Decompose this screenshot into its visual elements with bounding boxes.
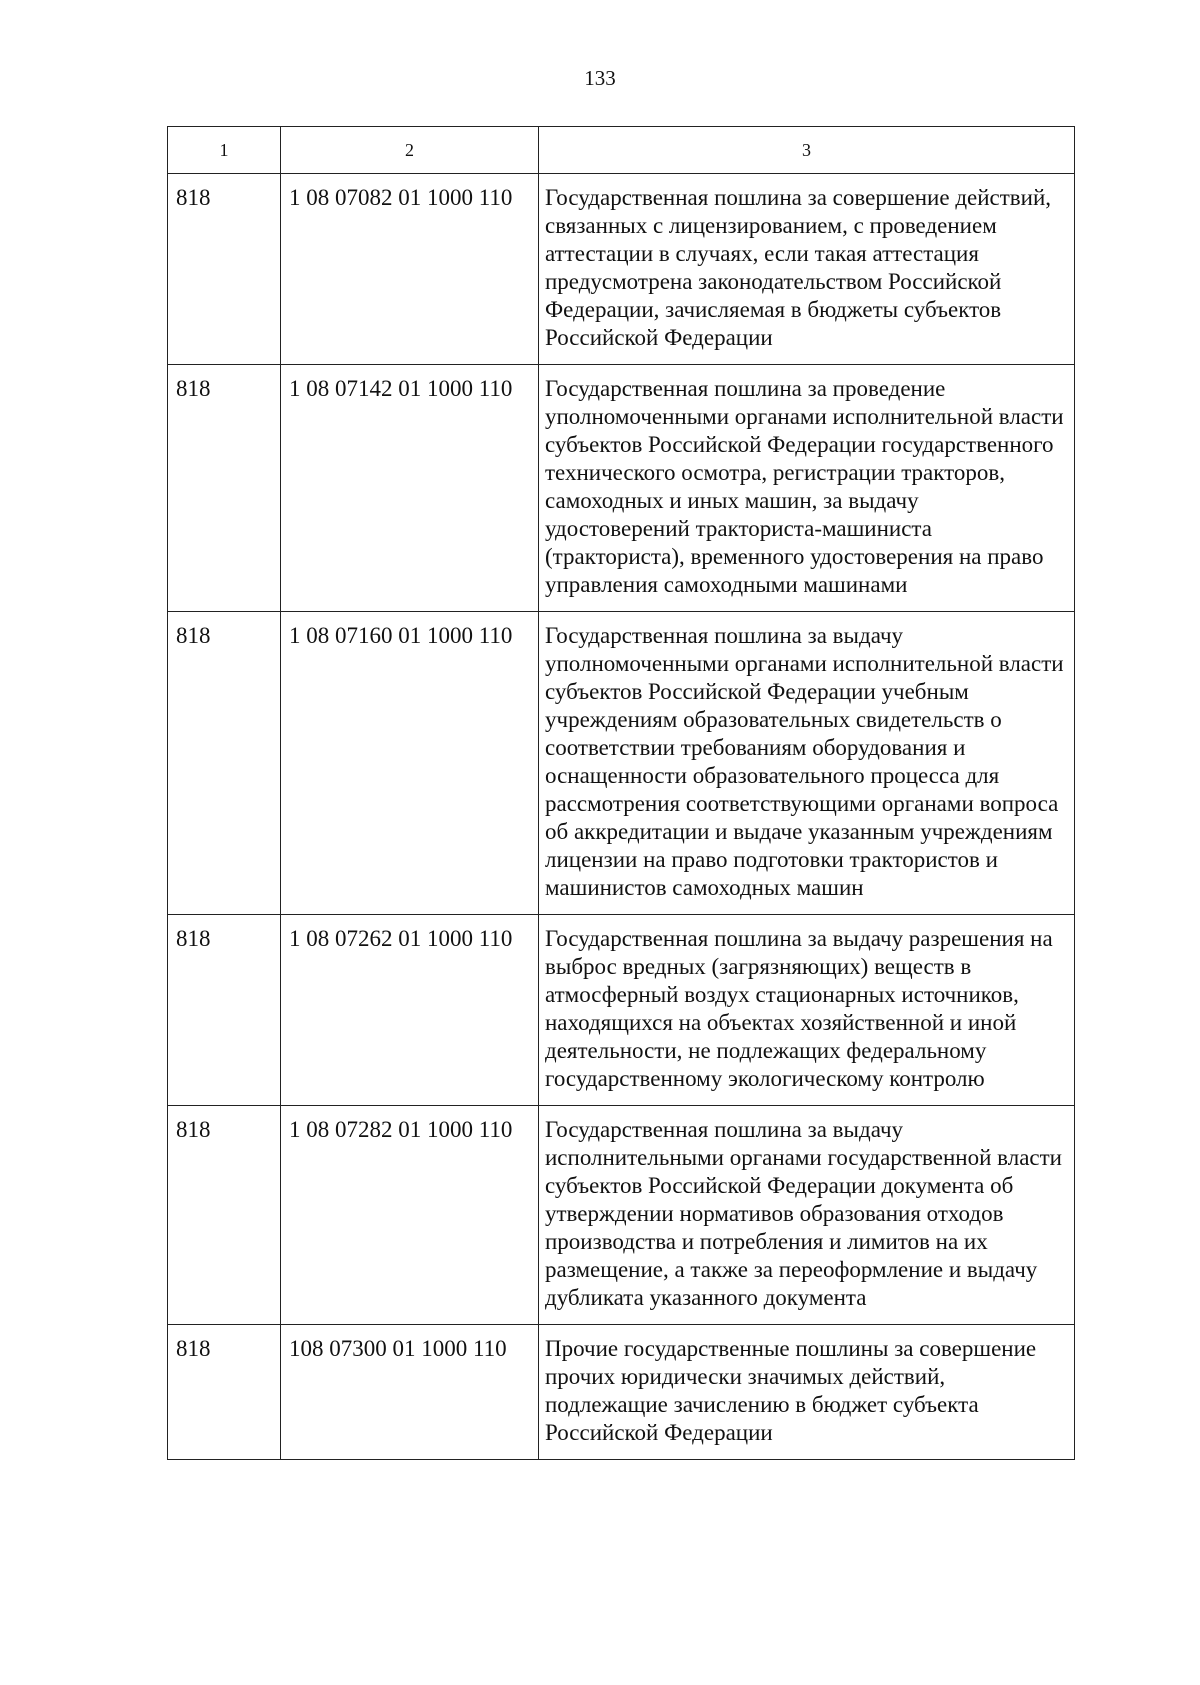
table-row — [168, 174, 1075, 365]
budget-classification-table — [167, 126, 1075, 1460]
table-row — [168, 1325, 1075, 1460]
table-header-row — [168, 127, 1075, 174]
admin-code-cell: 818 — [168, 1106, 281, 1325]
column-header-3: 3 — [539, 127, 1075, 174]
description-cell: Государственная пошлина за выдачу исполнительными органами государственной власти субъектов Российской Федерации документа об утверждении нормативов образования отходов производства и потребления и лимитов на их размещение, а также за переоформление и выдачу дубликата указанного документа — [539, 1106, 1075, 1325]
budget-code-cell: 1 08 07160 01 1000 110 — [281, 612, 539, 915]
table-row — [168, 1106, 1075, 1325]
admin-code-cell: 818 — [168, 1325, 281, 1460]
description-cell: Государственная пошлина за проведение уполномоченными органами исполнительной власти субъектов Российской Федерации государственного технического осмотра, регистрации тракторов, самоходных и иных машин, за выдачу удостоверений тракториста-машиниста (тракториста), временного удостоверения на право управления самоходными машинами — [539, 365, 1075, 612]
budget-code-cell: 1 08 07262 01 1000 110 — [281, 915, 539, 1106]
description-cell: Прочие государственные пошлины за совершение прочих юридически значимых действий, подлежащие зачислению в бюджет субъекта Российской Федерации — [539, 1325, 1075, 1460]
admin-code-cell: 818 — [168, 365, 281, 612]
table-row — [168, 612, 1075, 915]
column-header-2: 2 — [281, 127, 539, 174]
admin-code-cell: 818 — [168, 174, 281, 365]
description-cell: Государственная пошлина за совершение действий, связанных с лицензированием, с проведением аттестации в случаях, если такая аттестация предусмотрена законодательством Российской Федерации, зачисляемая в бюджеты субъектов Российской Федерации — [539, 174, 1075, 365]
budget-code-cell: 1 08 07282 01 1000 110 — [281, 1106, 539, 1325]
description-cell: Государственная пошлина за выдачу уполномоченными органами исполнительной власти субъектов Российской Федерации учебным учреждениям образовательных свидетельств о соответствии требованиям оборудования и оснащенности образовательного процесса для рассмотрения соответствующими органами вопроса об аккредитации и выдаче указанным учреждениям лицензии на право подготовки трактористов и машинистов самоходных машин — [539, 612, 1075, 915]
budget-code-cell: 1 08 07082 01 1000 110 — [281, 174, 539, 365]
page-number: 133 — [584, 66, 616, 90]
budget-code-cell: 1 08 07142 01 1000 110 — [281, 365, 539, 612]
admin-code-cell: 818 — [168, 915, 281, 1106]
table-row — [168, 365, 1075, 612]
column-header-1: 1 — [168, 127, 281, 174]
budget-code-cell: 108 07300 01 1000 110 — [281, 1325, 539, 1460]
description-cell: Государственная пошлина за выдачу разрешения на выброс вредных (загрязняющих) веществ в атмосферный воздух стационарных источников, находящихся на объектах хозяйственной и иной деятельности, не подлежащих федеральному государственному экологическому контролю — [539, 915, 1075, 1106]
table-row — [168, 915, 1075, 1106]
admin-code-cell: 818 — [168, 612, 281, 915]
